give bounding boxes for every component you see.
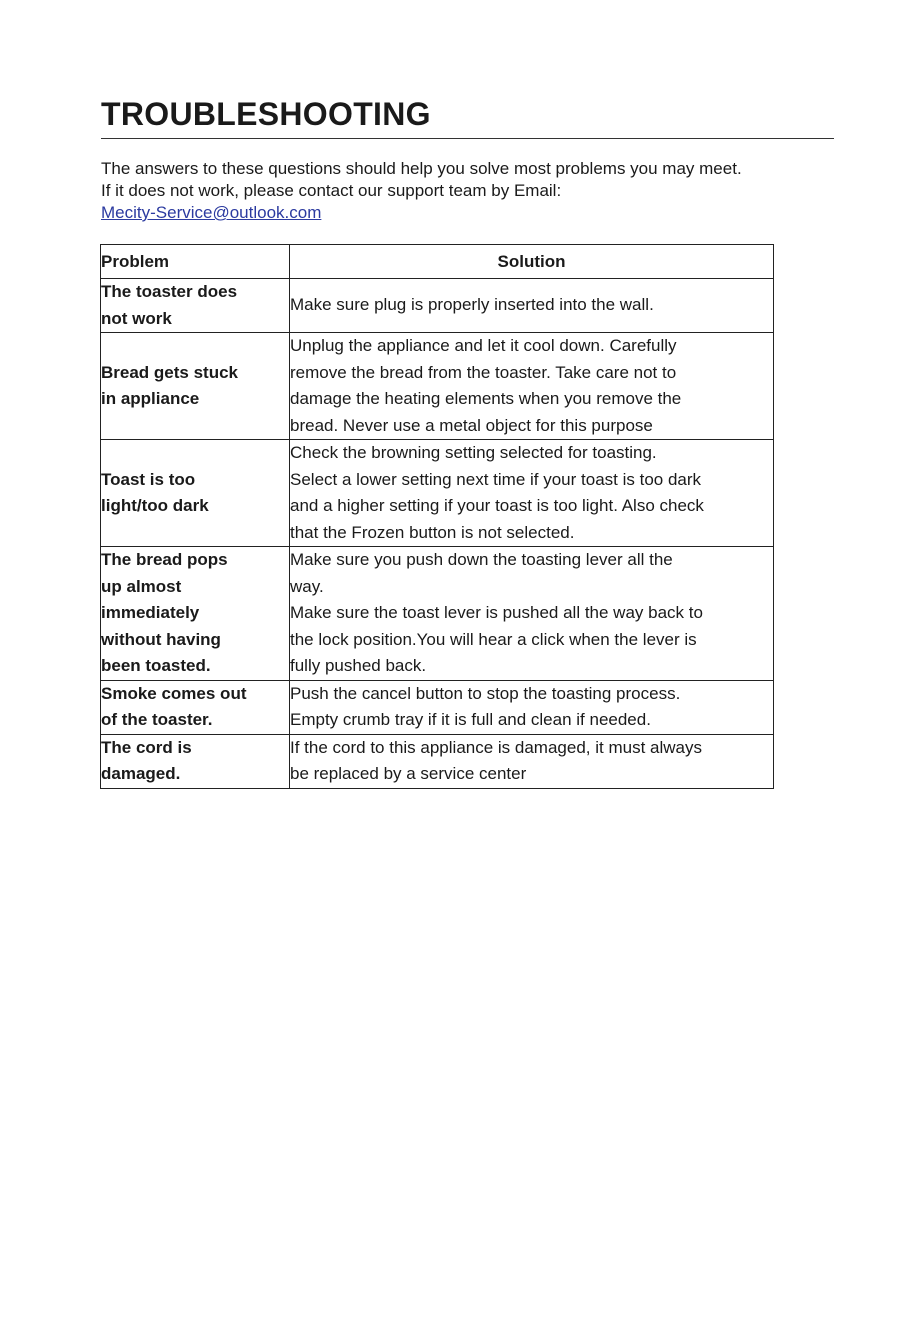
problem-cell: [101, 734, 290, 788]
solution-text: Unplug the appliance and let it cool down. Carefully remove the bread from the toaster. Take care not to damage the heating elements when you remove the bread. Never use a metal object for this purpose: [290, 336, 682, 435]
solution-column-header: Solution: [290, 245, 774, 279]
title-underline: [101, 138, 834, 139]
page-title: TROUBLESHOOTING: [101, 96, 431, 132]
problem-text: Bread gets stuck in appliance: [101, 362, 238, 408]
solution-cell: [290, 680, 774, 734]
table-header-row: [101, 245, 774, 279]
problem-cell: [101, 333, 290, 440]
solution-cell: [290, 279, 774, 333]
intro-line-1: The answers to these questions should help you solve most problems you may meet.: [101, 159, 742, 178]
support-email-link[interactable]: Mecity-Service@outlook.com: [101, 203, 322, 222]
problem-text: The cord is damaged.: [101, 737, 192, 783]
table-row: [101, 734, 774, 788]
table-row: [101, 333, 774, 440]
problem-cell: [101, 547, 290, 681]
problem-cell: [101, 279, 290, 333]
table-row: [101, 680, 774, 734]
problem-text: The toaster does not work: [101, 282, 238, 328]
solution-cell: [290, 440, 774, 547]
solution-text: Check the browning setting selected for toasting. Select a lower setting next time if your toast is too dark and a higher setting if your toast is too light. Also check that the Frozen button is not selected.: [290, 443, 704, 542]
solution-text: Push the cancel button to stop the toasting process. Empty crumb tray if it is full and clean if needed.: [290, 683, 681, 729]
problem-text: Smoke comes out of the toaster.: [101, 683, 247, 729]
problem-text: The bread pops up almost immediately without having been toasted.: [101, 550, 228, 675]
solution-cell: [290, 734, 774, 788]
table-row: [101, 547, 774, 681]
problem-column-header: Problem: [101, 245, 290, 279]
problem-cell: [101, 680, 290, 734]
table-row: [101, 279, 774, 333]
troubleshooting-table: [100, 244, 774, 789]
intro-paragraph: [101, 158, 742, 224]
intro-line-2: If it does not work, please contact our support team by Email:: [101, 181, 562, 200]
problem-cell: [101, 440, 290, 547]
problem-text: Toast is too light/too dark: [101, 469, 209, 515]
table-row: [101, 440, 774, 547]
solution-text: Make sure plug is properly inserted into the wall.: [290, 295, 654, 315]
solution-text: Make sure you push down the toasting lever all the way. Make sure the toast lever is pushed all the way back to the lock position.You will hear a click when the lever is fully pushed back.: [290, 550, 703, 675]
solution-text: If the cord to this appliance is damaged, it must always be replaced by a service center: [290, 737, 702, 783]
solution-cell: [290, 547, 774, 681]
solution-cell: [290, 333, 774, 440]
